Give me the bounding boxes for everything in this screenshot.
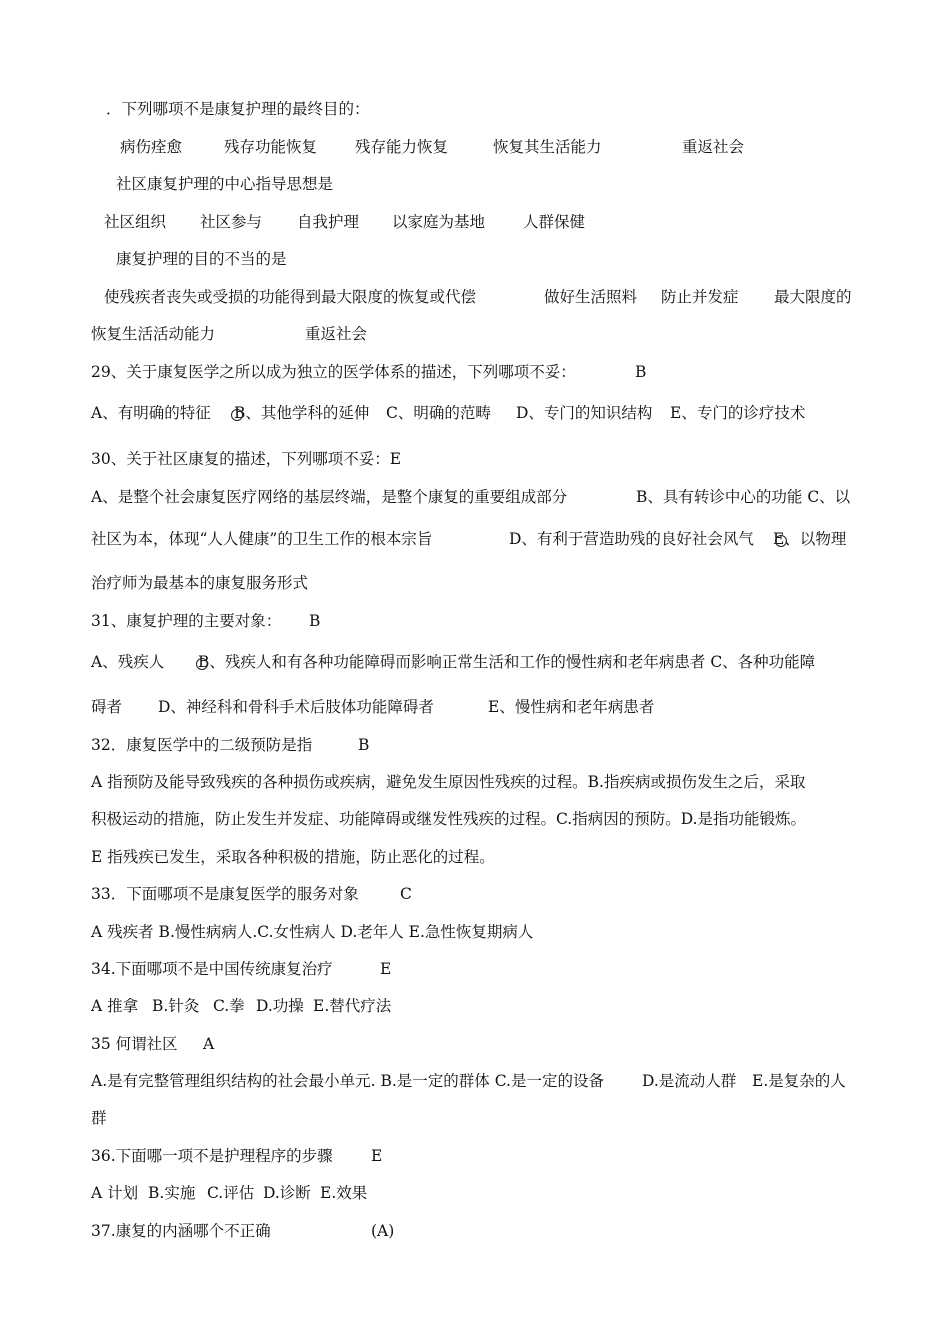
answer-text: C: [400, 885, 412, 903]
option-text: 重返社会: [682, 138, 745, 156]
option-text: B、其他学科的延伸: [234, 404, 370, 422]
circle-mark-icon: [775, 535, 787, 547]
question-text: 32．康复医学中的二级预防是指: [91, 736, 313, 754]
option-text: D.功操: [256, 997, 304, 1015]
circle-mark-icon: [231, 409, 243, 421]
question-text: 31、康复护理的主要对象：: [91, 612, 282, 630]
option-text: B、残疾人和有各种功能障碍而影响正常生活和工作的慢性病和老年病患者 C、各种功能障: [198, 653, 816, 671]
option-text: C.拳: [213, 997, 245, 1015]
option-text: 最大限度的: [774, 288, 852, 306]
option-text: 残存能力恢复: [355, 138, 449, 156]
option-line: [91, 809, 806, 829]
option-text: E 指残疾已发生，采取各种积极的措施，防止恶化的过程。: [91, 848, 495, 866]
option-text: C、明确的范畴: [386, 404, 491, 422]
option-text: E、慢性病和老年病患者: [488, 698, 655, 716]
option-text: 重返社会: [305, 325, 368, 343]
question-text: 35 何谓社区: [91, 1035, 178, 1053]
option-text: 群: [91, 1109, 107, 1127]
answer-text: E: [380, 960, 392, 978]
option-line: [91, 772, 805, 792]
answer-text: B: [309, 612, 321, 630]
question-text: ．下列哪项不是康复护理的最终目的：: [106, 100, 370, 118]
option-text: A 推拿: [91, 997, 139, 1015]
option-text: 使残疾者丧失或受损的功能得到最大限度的恢复或代偿: [104, 288, 477, 306]
question-text: 34.下面哪项不是中国传统康复治疗: [91, 960, 333, 978]
option-line: [91, 922, 533, 942]
option-text: D.是流动人群: [642, 1072, 737, 1090]
option-text: 社区组织: [104, 213, 167, 231]
question-text: 33．下面哪项不是康复医学的服务对象: [91, 885, 359, 903]
option-line: [91, 573, 308, 593]
option-text: E.替代疗法: [313, 997, 392, 1015]
answer-text: B: [358, 736, 370, 754]
question-text: 36.下面哪一项不是护理程序的步骤: [91, 1147, 333, 1165]
answer-text: A: [203, 1035, 215, 1053]
option-text: 治疗师为最基本的康复服务形式: [91, 574, 309, 592]
option-text: A 计划: [91, 1184, 139, 1202]
option-text: D、有利于营造助残的良好社会风气: [509, 530, 754, 548]
option-text: D、专门的知识结构: [516, 404, 653, 422]
option-line: [91, 1108, 107, 1128]
option-text: 碍者: [91, 698, 123, 716]
option-text: 人群保健: [523, 213, 586, 231]
answer-text: (A): [371, 1222, 395, 1240]
option-text: B.实施: [148, 1184, 196, 1202]
option-text: 自我护理: [297, 213, 360, 231]
option-text: A 残疾者 B.慢性病病人.C.女性病人 D.老年人 E.急性恢复期病人: [91, 923, 534, 941]
answer-text: B: [635, 363, 647, 381]
option-text: B.针灸: [152, 997, 200, 1015]
option-text: A、残疾人: [91, 653, 165, 671]
circle-mark-icon: [196, 658, 208, 670]
question-30: [91, 449, 401, 469]
option-text: A 指预防及能导致残疾的各种损伤或疾病，避免发生原因性残疾的过程。B.指疾病或损伤发生之后，采取: [91, 773, 806, 791]
question-text-line: [116, 249, 287, 269]
option-text: 社区为本，体现“人人健康”的卫生工作的根本宗旨: [91, 530, 433, 548]
option-text: 积极运动的措施，防止发生并发症、功能障碍或继发性残疾的过程。C.指病因的预防。D.是指功能锻炼。: [91, 810, 807, 828]
option-text: 以家庭为基地: [392, 213, 486, 231]
option-text: C.评估: [207, 1184, 255, 1202]
option-text: 防止并发症: [661, 288, 739, 306]
question-text: 29、关于康复医学之所以成为独立的医学体系的描述，下列哪项不妥：: [91, 363, 576, 381]
option-line: [91, 847, 495, 867]
option-text: A、有明确的特征: [91, 404, 211, 422]
option-text: E.是复杂的人: [752, 1072, 846, 1090]
option-text: A、是整个社会康复医疗网络的基层终端，是整个康复的重要组成部分: [91, 488, 568, 506]
option-text: E、专门的诊疗技术: [670, 404, 806, 422]
question-text-line: [116, 174, 333, 194]
option-text: B、具有转诊中心的功能 C、以: [636, 488, 851, 506]
option-text: 做好生活照料: [544, 288, 638, 306]
question-text: 30、关于社区康复的描述，下列哪项不妥：E: [91, 450, 402, 468]
question-text: 社区康复护理的中心指导思想是: [116, 175, 334, 193]
answer-text: E: [371, 1147, 383, 1165]
option-text: E.效果: [320, 1184, 368, 1202]
option-text: A.是有完整管理组织结构的社会最小单元. B.是一定的群体 C.是一定的设备: [91, 1072, 604, 1090]
option-text: 恢复生活活动能力: [91, 325, 216, 343]
option-text: 病伤痊愈: [120, 138, 183, 156]
option-text: 恢复其生活能力: [493, 138, 602, 156]
option-text: E、以物理: [773, 530, 847, 548]
option-text: 社区参与: [200, 213, 263, 231]
option-text: D、神经科和骨科手术后肢体功能障碍者: [158, 698, 434, 716]
option-text: 残存功能恢复: [224, 138, 318, 156]
question-text: 康复护理的目的不当的是: [116, 250, 287, 268]
option-text: D.诊断: [263, 1184, 311, 1202]
question-text: 37.康复的内涵哪个不正确: [91, 1222, 271, 1240]
question-intro: [106, 99, 370, 119]
